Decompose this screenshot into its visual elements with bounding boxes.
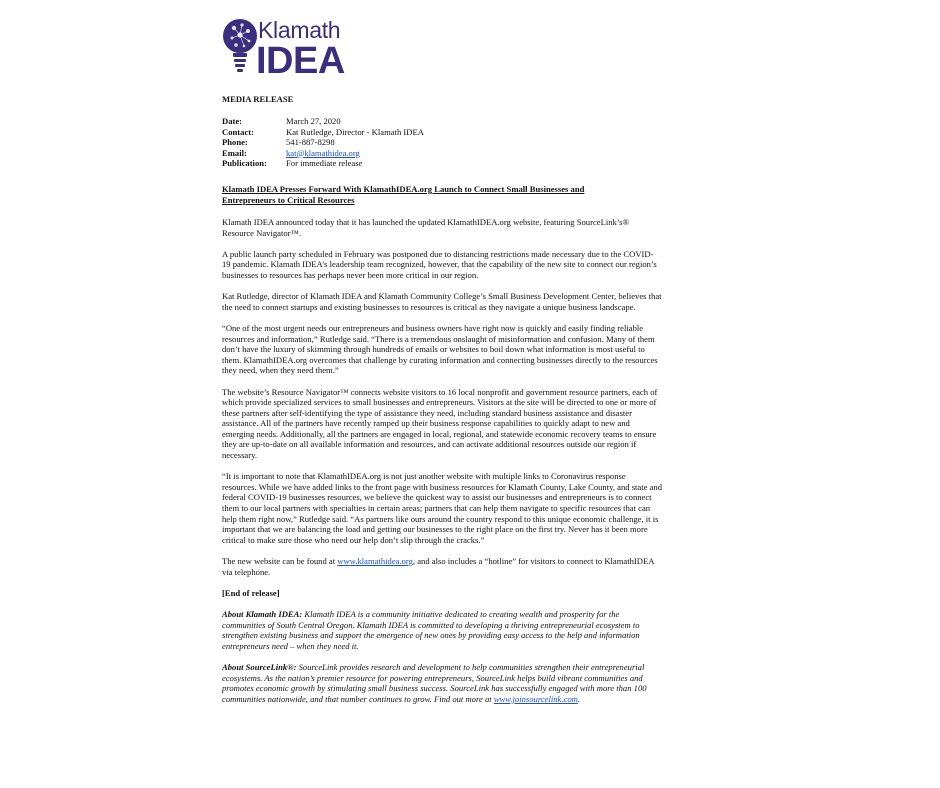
contact-value: 541-887-8298	[286, 137, 335, 148]
contact-value: Kat Rutledge, Director - Klamath IDEA	[286, 126, 424, 137]
contact-row-publication	[222, 158, 424, 169]
contact-key: Email:	[222, 147, 247, 158]
about-sourcelink	[222, 662, 662, 704]
paragraph-rutledge-intro: Kat Rutledge, director of Klamath IDEA and Klamath Community College’s Small Business Development Center, believes that the need to connect startups and existing businesses to resources is critical as they navigate a unique business landscape.	[222, 291, 662, 312]
contact-info-table	[222, 116, 424, 169]
about-sourcelink-text: SourceLink provides research and development to help communities strengthen their entrepreneurial ecosystems. As the nation’s premier resource for powering entrepreneurs, SourceLink helps build vibrant communities and promotes economic growth by stimulating small business success. SourceLink has successfully engaged with more than 100 communities nationwide, and that number continues to grow. Find out more at	[222, 661, 647, 704]
headline-line-1: Klamath IDEA Presses Forward With KlamathIDEA.org Launch to Connect Small Businesses and	[222, 184, 585, 194]
website-link[interactable]: www.klamathidea.org	[337, 556, 413, 566]
email-link[interactable]: kat@klamathidea.org	[286, 147, 360, 158]
contact-row-phone	[222, 137, 424, 148]
about-klamath-idea	[222, 609, 662, 651]
about-sourcelink-label: About SourceLink®:	[222, 661, 297, 672]
paragraph-announcement: Klamath IDEA announced today that it has launched the updated KlamathIDEA.org website, featuring SourceLink’s® Resource Navigator™.	[222, 217, 630, 238]
release-body	[222, 217, 662, 715]
contact-row-email	[222, 148, 424, 159]
website-text-before: The new website can be found at	[222, 556, 338, 566]
contact-row-contact	[222, 127, 424, 138]
contact-key: Date:	[222, 116, 243, 126]
klamath-idea-logo	[222, 16, 372, 82]
contact-value: March 27, 2020	[286, 116, 341, 126]
paragraph-website	[222, 556, 662, 577]
contact-key: Phone:	[222, 137, 248, 148]
paragraph-launch-party: A public launch party scheduled in February was postponed due to distancing restrictions made necessary due to the COVID-19 pandemic. Klamath IDEA’s leadership team recognized, however, that the capability of the new site to connect our region’s businesses to resources has perhaps never been more critical in our region.	[222, 248, 657, 280]
contact-row-date	[222, 116, 424, 127]
contact-key: Publication:	[222, 158, 267, 169]
contact-value: For immediate release	[286, 158, 363, 169]
about-klamath-text: Klamath IDEA is a community initiative dedicated to creating wealth and prosperity for the communities of South Central Oregon. Klamath IDEA is committed to developing a thriving entrepreneurial ecosystem to strengthen existing business and support the emergence of new ones by providing easy access to the help and information entrepreneurs need – when they need it.	[222, 608, 640, 651]
release-headline	[222, 184, 662, 205]
contact-key: Contact:	[222, 126, 254, 137]
about-sourcelink-end: .	[577, 693, 580, 704]
paragraph-rutledge-quote-2: “It is important to note that KlamathIDEA.org is not just another website with multiple links to Coronavirus response resources. While we have added links to the front page with business resources for Klamath County, Lake County, and state and federal COVID-19 businesses resources, we believe the quickest way to assist our businesses and entrepreneurs is to connect them to our local partners with specialties in certain areas; partners that can help them navigate to specific resources that can help them right now,” Rutledge said. “As partners like ours around the country respond to this unique economic challenge, it is important that we are balancing the load and getting our businesses to the right place on the first try. Never has it been more critical to make sure those who need our help don’t slip through the cracks.”	[222, 471, 662, 545]
media-release-label: MEDIA RELEASE	[222, 94, 294, 104]
website-text-after: , and also includes a “hotline” for visitors to connect to KlamathIDEA via telephone.	[222, 556, 654, 577]
contact-value	[286, 148, 424, 159]
about-klamath-label: About Klamath IDEA:	[222, 608, 303, 619]
sourcelink-link[interactable]: www.joinsourcelink.com	[493, 693, 578, 704]
logo-word-idea: IDEA	[256, 40, 345, 82]
headline-line-2: Entrepreneurs to Critical Resources	[222, 194, 355, 205]
paragraph-rutledge-quote: “One of the most urgent needs our entrepreneurs and business owners have right now is quickly and easily finding reliable resources and information,” Rutledge said. “There is a tremendous onslaught of misinformation and confusion. Many of them don’t have the luxury of skimming through hundreds of emails or websites to boil down what information is most useful to them. KlamathIDEA.org overcomes that challenge by curating information and connecting businesses directly to the resources they need, when they need them.”	[222, 322, 658, 376]
paragraph-resource-navigator: The website’s Resource Navigator™ connects website visitors to 16 local nonprofit and government resource partners, each of which provide specialized services to small businesses and entrepreneurs. Visitors at the site will be directed to one or more of these partners after self-identifying the type of assistance they need, including standard business assistance and disaster assistance. All of the partners have recently ramped up their business response capabilities to quickly adapt to new and emerging needs. Additionally, all the partners are engaged in local, regional, and statewide economic recovery teams to ensure they are up-to-date on all available information and resources, and can activate additional resources outside our region if necessary.	[222, 386, 658, 461]
logo-word-klamath: Klamath	[258, 17, 341, 43]
end-of-release: [End of release]	[222, 587, 280, 598]
